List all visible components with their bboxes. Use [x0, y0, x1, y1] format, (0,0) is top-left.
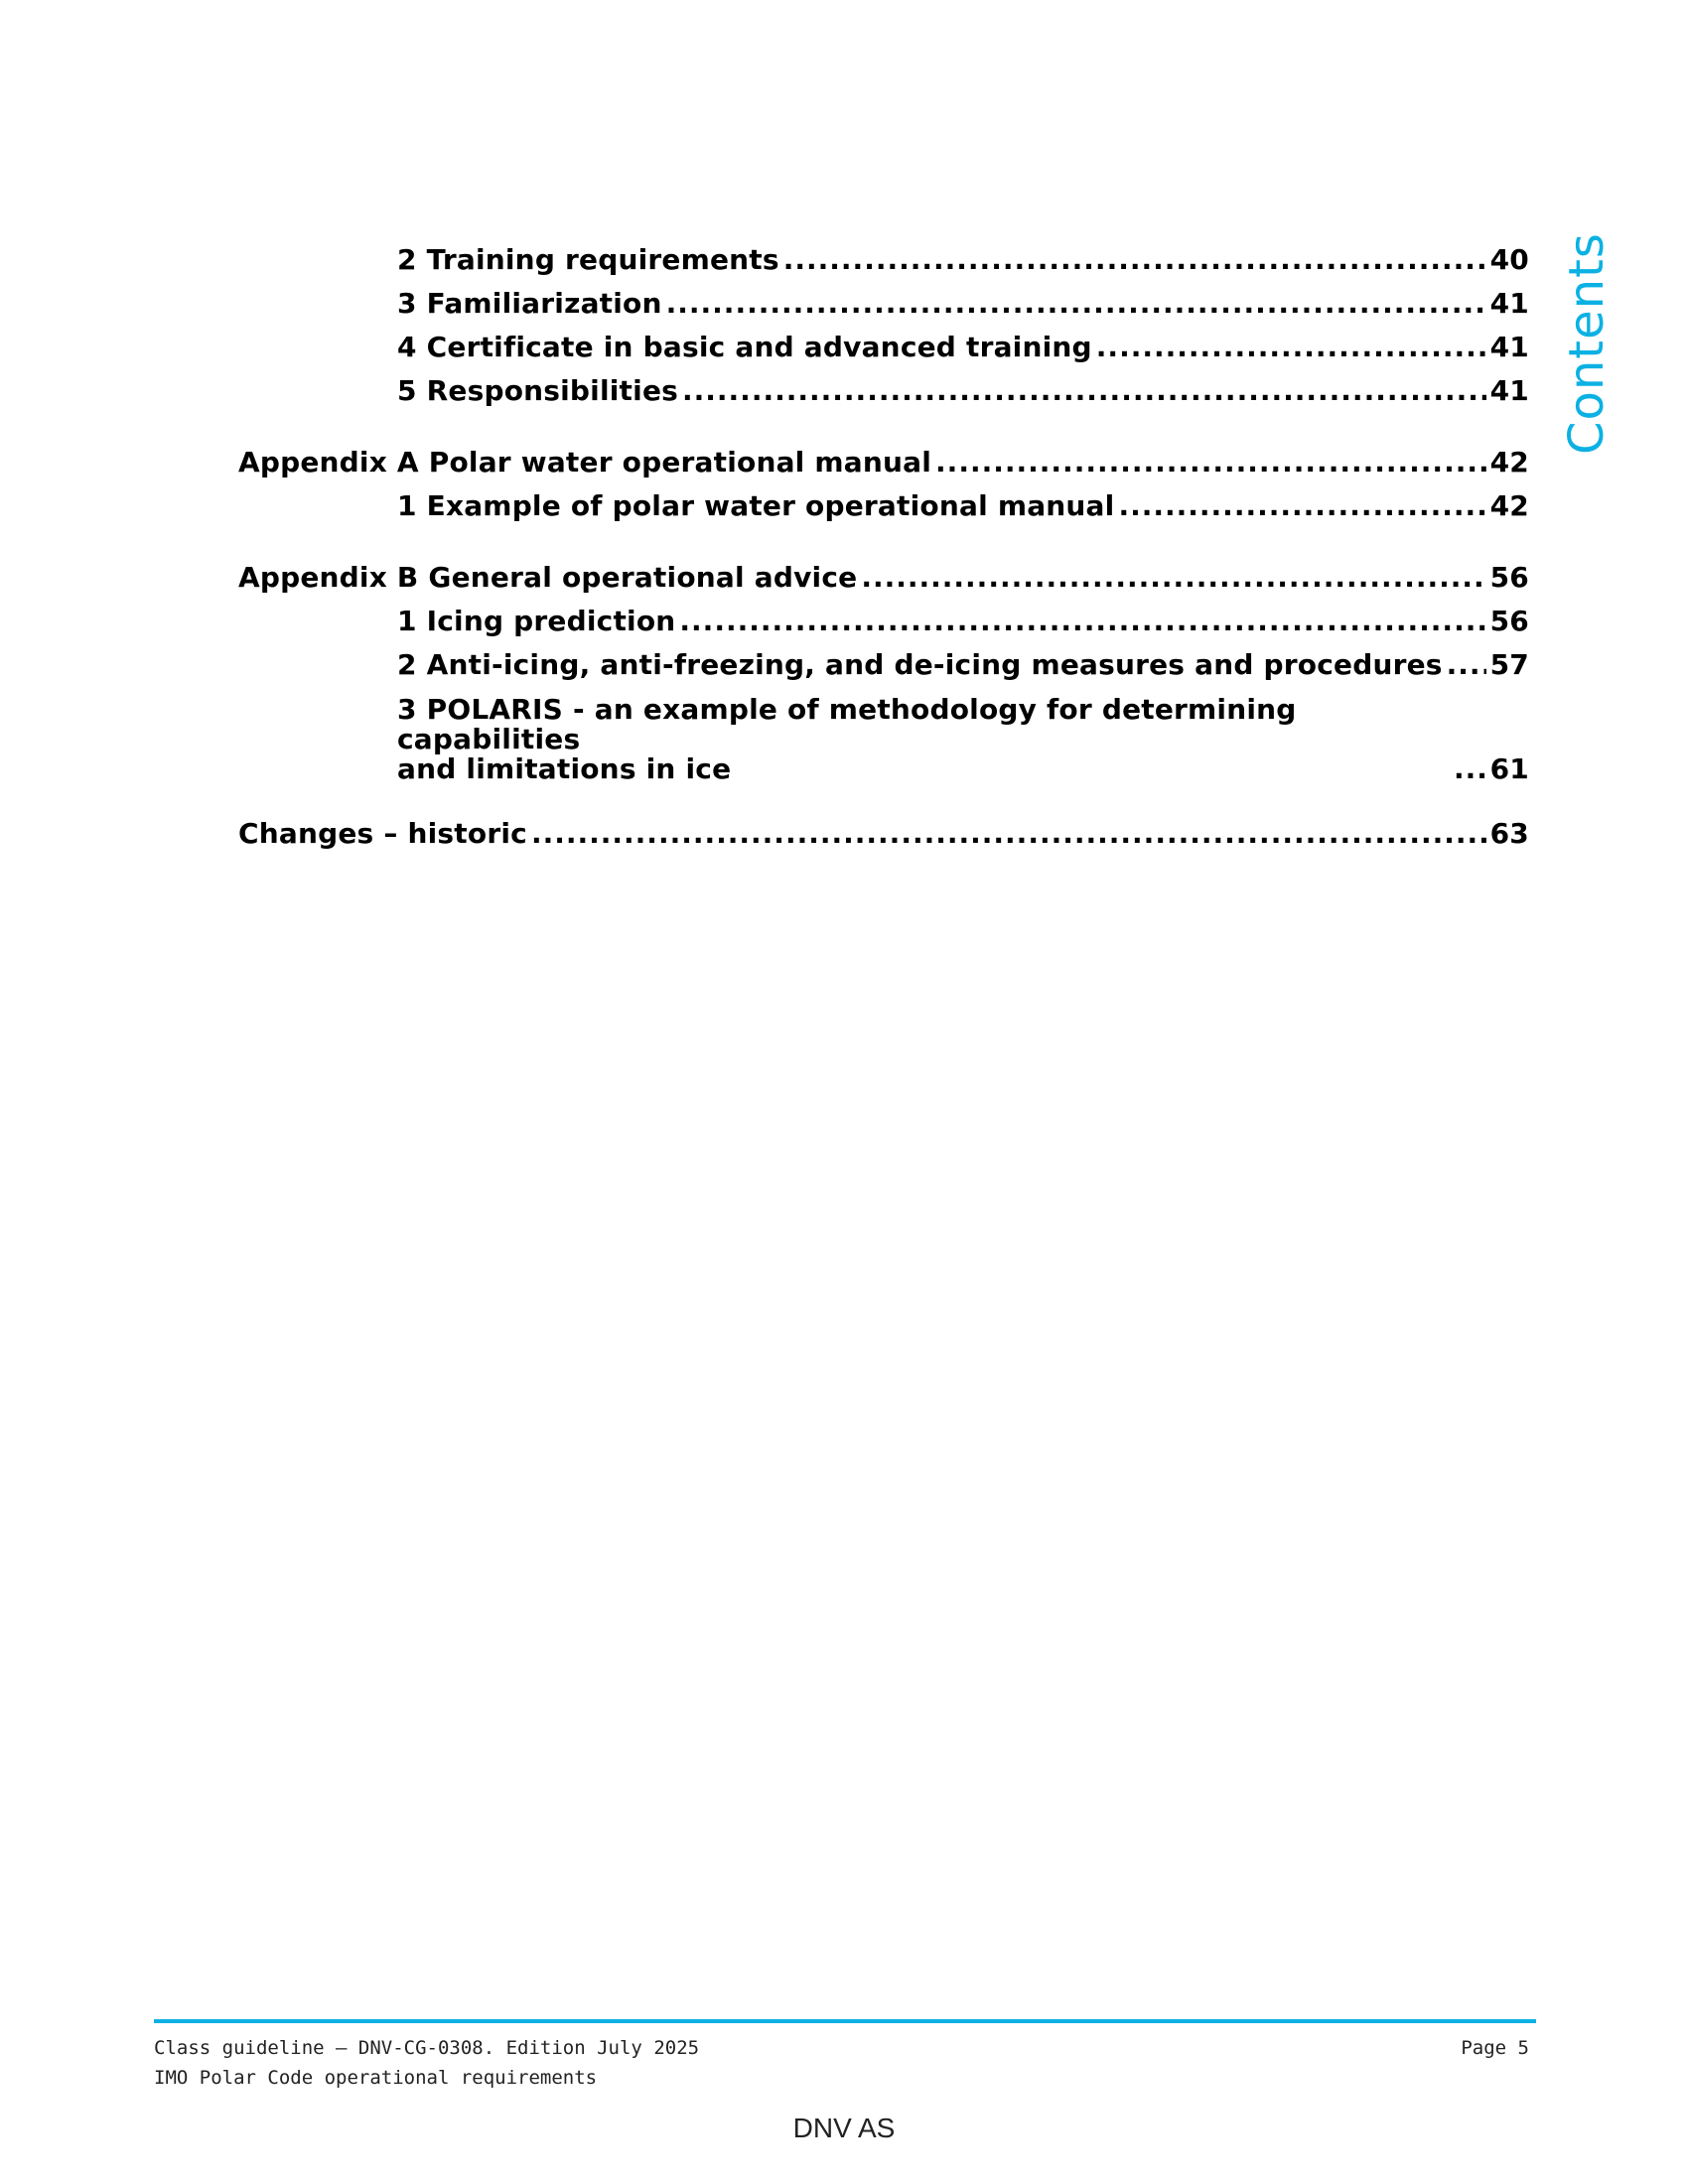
toc-entry-title [397, 695, 1450, 784]
toc-entry-page: 57 [1489, 648, 1529, 681]
toc-entry-page: 63 [1489, 817, 1529, 850]
toc-leader-dots [531, 812, 1486, 856]
toc-entry-title: 1 Example of polar water operational manual [397, 489, 1115, 522]
toc-leader-dots [1447, 643, 1486, 687]
toc-leader-dots [861, 556, 1485, 600]
toc-entry-title: Appendix B General operational advice [238, 561, 858, 594]
toc-entry[interactable] [397, 282, 1529, 326]
toc-entry-page: 40 [1489, 243, 1529, 276]
toc-leader-dots [935, 441, 1486, 484]
toc-leader-dots [679, 600, 1485, 643]
page-number: Page 5 [1461, 2037, 1529, 2059]
toc-entry-page: 42 [1489, 446, 1529, 478]
toc-entry[interactable] [397, 326, 1529, 369]
table-of-contents [238, 238, 1529, 856]
toc-entry-page: 41 [1489, 374, 1529, 407]
toc-leader-dots [1454, 754, 1486, 784]
toc-entry[interactable] [397, 369, 1529, 413]
toc-entry-page: 56 [1489, 561, 1529, 594]
toc-leader-dots [1096, 326, 1486, 369]
toc-entry[interactable] [397, 238, 1529, 282]
contents-side-label: Contents [1559, 232, 1615, 455]
toc-entry-title: Changes – historic [238, 817, 527, 850]
footer-document-info [154, 2033, 699, 2093]
toc-appendix-entry[interactable] [238, 556, 1529, 600]
toc-entry[interactable] [397, 643, 1529, 687]
toc-changes-entry[interactable] [238, 812, 1529, 856]
toc-entry[interactable] [397, 484, 1529, 528]
toc-entry-page: 56 [1489, 605, 1529, 637]
toc-entry-page: 42 [1489, 489, 1529, 522]
toc-entry-page: 61 [1489, 752, 1529, 785]
toc-entry-title-line2: and limitations in ice [397, 752, 732, 785]
toc-entry-title-line1: 3 POLARIS - an example of methodology for determining capabilities [397, 693, 1297, 755]
toc-entry-title: 3 Familiarization [397, 287, 662, 320]
toc-leader-dots [1118, 484, 1485, 528]
toc-entry-title: 2 Training requirements [397, 243, 779, 276]
toc-entry-title: Appendix A Polar water operational manual [238, 446, 932, 478]
toc-entry[interactable] [397, 695, 1529, 784]
toc-entry-page: 41 [1489, 331, 1529, 363]
toc-entry-page: 41 [1489, 287, 1529, 320]
toc-appendix-entry[interactable] [238, 441, 1529, 484]
toc-entry[interactable] [397, 600, 1529, 643]
toc-leader-dots [783, 238, 1486, 282]
footer-divider [154, 2019, 1536, 2023]
footer-line-1: Class guideline — DNV-CG-0308. Edition July 2025 [154, 2037, 700, 2059]
toc-entry-title: 1 Icing prediction [397, 605, 676, 637]
toc-entry-title: 2 Anti-icing, anti-freezing, and de-icing measures and procedures [397, 648, 1443, 681]
toc-entry-title: 5 Responsibilities [397, 374, 678, 407]
toc-leader-dots [666, 282, 1486, 326]
company-name: DNV AS [792, 2113, 896, 2143]
toc-leader-dots [682, 369, 1486, 413]
toc-entry-title: 4 Certificate in basic and advanced training [397, 331, 1092, 363]
footer-line-2: IMO Polar Code operational requirements [154, 2067, 598, 2089]
